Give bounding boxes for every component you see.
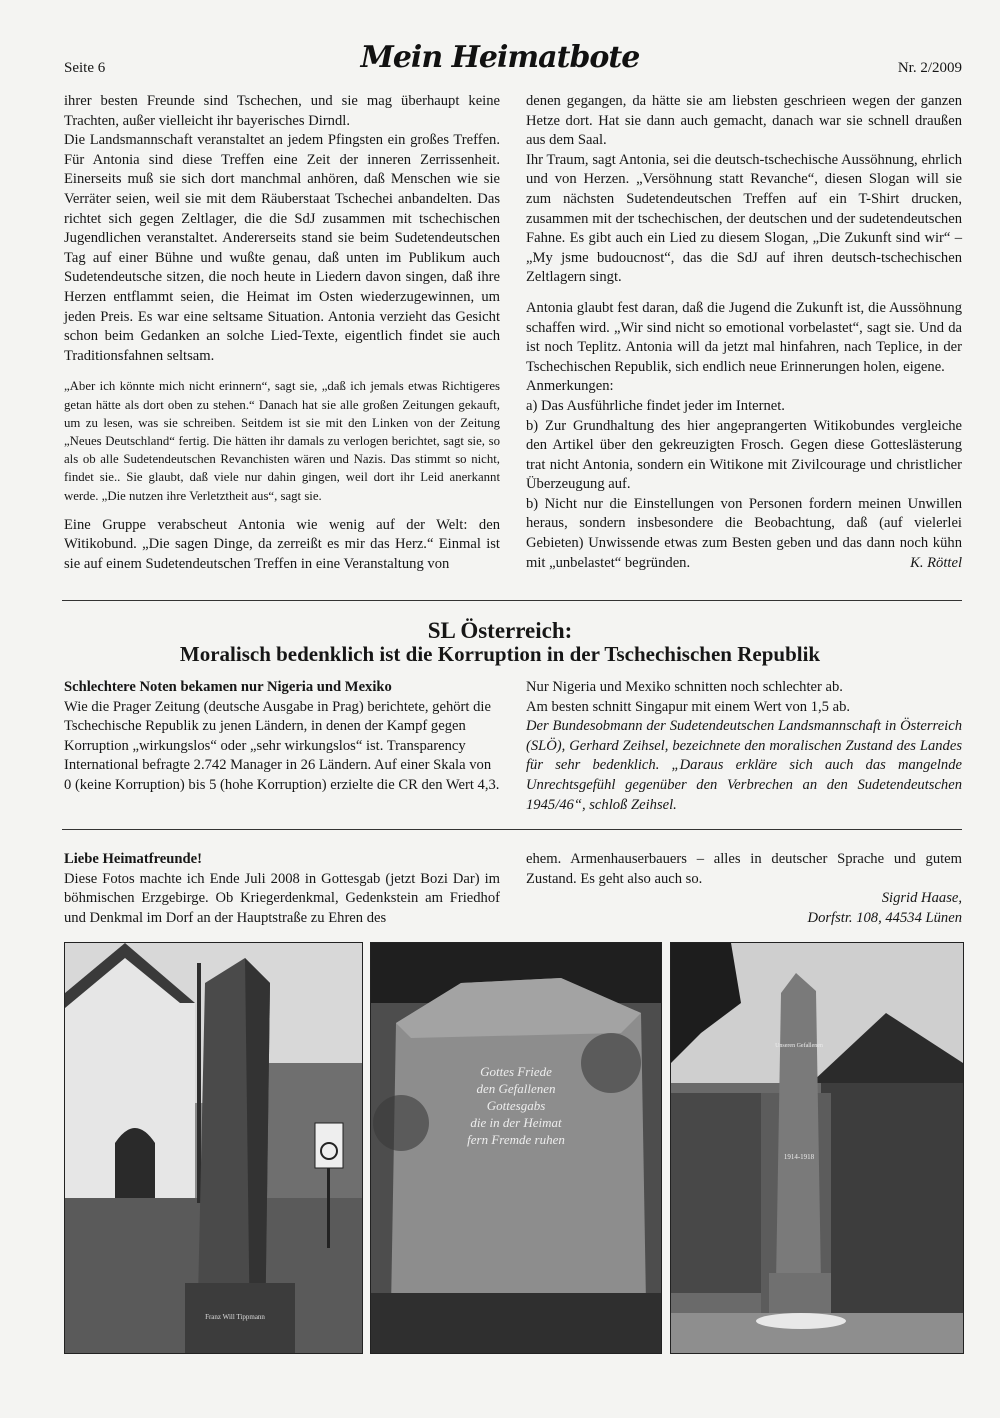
article1-right-column [526,92,962,573]
article2-title: SL Österreich: [427,618,573,643]
photo-war-memorial [64,942,363,1354]
notes-title: Anmerkungen: [526,378,614,395]
page-number: Seite 6 [64,60,106,76]
section-divider [62,600,962,601]
masthead-logo: Mein Heimatbote [360,40,640,75]
section-divider [62,829,962,830]
quote-paragraph: „Aber ich könnte mich nicht erinnern“, sagt sie, „daß ich jemals etwas Richtigeres getan hätte als dort oben zu stehen.“ Danach hat sie alle großen Zeitungen gekauft, um zu lesen, was sie schreiben. Seitdem ist sie mit den Linken von der Zeitung „Neues Deutschland“ fertig. Die hätten ihr damals zu verlogen berichtet, sagt sie, so als ob alle Sudetendeutschen Revanchisten wären und Nazis. Das stimmt so nicht, findet sie.. Sie glaubt, daß viele nur dahin gingen, weil dort ihr Leid anerkannt werde. „Die nutzen ihre Verletztheit aus“, sagt sie. [64,379,500,503]
article2-right-column [526,678,962,815]
italic-paragraph: Der Bundesobmann der Sudetendeutschen Landsmannschaft in Österreich (SLÖ), Gerhard Zeihsel, bezeichnete den moralischen Zustand des Landes für sehr bedenklich. „Daraus erkläre sich auch das mangelnde Unrechtsgefühl gegenüber den Verbrechen an den Sudetendeutschen 1945/46“, schloß Zeihsel. [526,718,962,813]
paragraph: Ihr Traum, sagt Antonia, sei die deutsch-tschechische Aussöhnung, ehrlich und von Herzen. „Versöhnung statt Revanche“, diesen Slogan will sie zum nächsten Sudetendeutschen Treffen auf ein T-Shirt drucken, zusammen mit der tschechischen, der deutschen und der sudetendeutschen Fahne. Es gibt auch ein Lied zu diesem Slogan, „Die Zukunft sind wir“ – „My jsme budoucnost“, das die SdJ auf ihren deutsch-tschechischen Zeltlagern singt. [526,151,962,286]
article2-subhead: Schlechtere Noten bekamen nur Nigeria und Mexiko [64,679,392,695]
article3-left-column [64,850,500,928]
paragraph: Eine Gruppe verabscheut Antonia wie wenig auf der Welt: den Witikobund. „Die sagen Dinge, da zerreißt es mir das Herz.“ Einmal ist sie auf einem Sudetendeutschen Treffen in eine Veranstaltung von [64,516,500,572]
paragraph: Die Landsmannschaft veranstaltet an jedem Pfingsten ein großes Treffen. Für Antonia sind diese Treffen eine Zeit der inneren Zerrissenheit. Einerseits muß sie sich dort manchmal anhören, daß Menschen wie sie Verräter seien, weil sie mit dem Räuberstaat Tschechei anbandelten. Das richtet sich gegen Zeltlager, die die SdJ zusammen mit tschechischen Jugendlichen veranstaltet. Andererseits stand sie beim Sudetendeutschen Tag auf einer Bühne und wußte genau, daß unten im Publikum auch Sudetendeutsche sitzen, die noch heute in Liedern davon singen, daß ihre Herzen entflammt seien, die Heimat im Osten wiederzugewinnen, um jeden Preis. Es war eine seltsame Situation. Antonia verzieht das Gesicht schon beim Gedanken an solche Lied-Texte, eigentlich findet sie auch Traditionsfahnen seltsam. [64,132,500,364]
signature-address: Dorfstr. 108, 44534 Lünen [807,909,962,926]
stone-inscription: Gottes Friede den Gefallenen Gottesgabs die in der Heimat fern Fremde ruhen [467,1064,565,1147]
paragraph: ehem. Armenhauserbauers – alles in deutscher Sprache und gutem Zustand. Es geht also auch so. [526,851,962,887]
text-line: Am besten schnitt Singapur mit einem Wert von 1,5 ab. [526,698,851,715]
paragraph: Diese Fotos machte ich Ende Juli 2008 in Gottesgab (jetzt Bozi Dar) im böhmischen Erzgebirge. Ob Kriegerdenkmal, Gedenkstein am Friedhof und Denkmal im Dorf an der Hauptstraße zu Ehren des [64,870,500,926]
paragraph: Wie die Prager Zeitung (deutsche Ausgabe in Prag) berichtete, gehört die Tschechische Republik zu jenen Ländern, in denen der Kampf gegen Korruption „wirkungslos“ oder „sehr wirkungslos“ ist. Transparency International befragte 2.742 Manager in 26 Ländern. Auf einer Skala von 0 (keine Korruption) bis 5 (hohe Korruption) erzielte die CR den Wert 4,3. [64,698,500,793]
article3-right-column [526,850,962,928]
signature-name: Sigrid Haase, [881,890,962,907]
paragraph: denen gegangen, da hätte sie am liebsten geschrieen wegen der ganzen Hetze dort. Hat sie dann auch gemacht, danach war sie schnell draußen aus dem Saal. [526,93,962,149]
paragraph: Antonia glaubt fest daran, daß die Jugend die Zukunft ist, die Aussöhnung schaffen wird. „Wir sind nicht so emotional vorbelastet“, sagt sie. Und da ist noch Teplitz. Antonia will da jetzt mal hinfahren, nach Teplice, in der Tschechischen Republik, sich endlich neue Erinnerungen holen, eigene. [526,299,962,375]
photo-memorial-stone [370,942,662,1354]
article2-left-column [64,678,500,796]
plaque-text: Franz Will Tippmann [205,1313,265,1321]
photo-village-monument [670,942,964,1354]
note-item: a) Das Ausführliche findet jeder im Internet. [526,397,785,414]
article2-subtitle: Moralisch bedenklich ist die Korruption in der Tschechischen Republik [179,642,821,666]
monument-top-text: Unseren Gefallenen [775,1043,823,1049]
monument-year-text: 1914-1918 [783,1153,815,1161]
issue-number: Nr. 2/2009 [897,60,962,76]
note-text: b) Nicht nur die Einstellungen von Personen fordern meinen Unwillen heraus, sondern insbesondere die Beobachtung, daß (auf vielerlei Gebieten) Unwissende etwas zum Besten geben und das dann noch kühn mit „unbelastet“ begründen. [526,495,962,571]
note-item [526,495,962,573]
note-item: b) Zur Grundhaltung des hier angeprangerten Witikobundes vergleiche den Artikel über den gekreuzigten Frosch. Gegen diese Gotteslästerung trat nicht Antonia, sondern ein Witikone mit Zivilcourage und christlicher Überzeugung auf. [526,417,962,493]
article1-left-column [64,92,500,575]
article3-heading: Liebe Heimatfreunde! [64,851,202,867]
text-line: Nur Nigeria und Mexiko schnitten noch schlechter ab. [526,679,843,695]
paragraph: ihrer besten Freunde sind Tschechen, und sie mag überhaupt keine Trachten, außer vielleicht ihr bayerisches Dirndl. [64,93,500,129]
author-signature: K. Röttel [910,554,962,571]
